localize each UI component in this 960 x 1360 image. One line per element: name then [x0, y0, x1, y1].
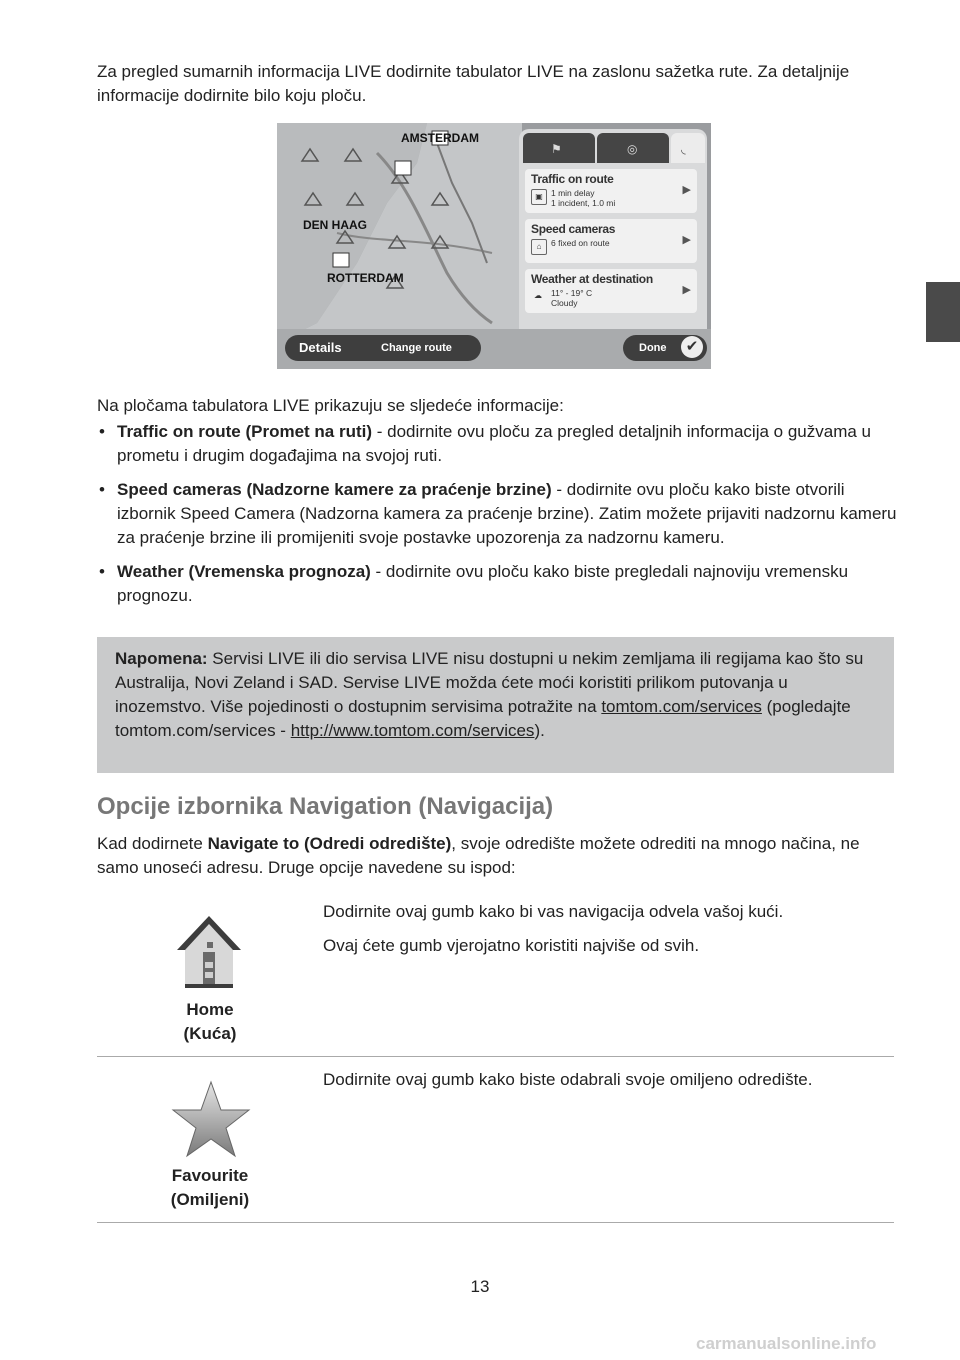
- done-button[interactable]: Done: [639, 342, 667, 354]
- services-url-link[interactable]: http://www.tomtom.com/services: [290, 721, 535, 740]
- tile-detail: 6 fixed on route: [551, 238, 610, 248]
- list-item: • Speed cameras (Nadzorne kamere za praćenje brzine) - dodirnite ovu ploču kako biste otvorili izbornik Speed Camera (Nadzorna kamera za praćenje brzine). Zatim možete prijaviti nadzornu kameru za praćenje brzine ili promijeniti svoje postavke upozorenja za nadzornu kameru.: [99, 480, 897, 547]
- tile-title: Speed cameras: [531, 222, 616, 236]
- arrow-right-icon: ▶: [682, 234, 691, 246]
- house-icon[interactable]: [175, 914, 243, 990]
- map-label-amsterdam: AMSTERDAM: [401, 131, 479, 145]
- page-number: 13: [470, 1277, 490, 1296]
- option-row-favourite: [97, 1056, 894, 1223]
- camera-icon: ⌂: [531, 239, 547, 255]
- live-summary-screenshot: [277, 123, 711, 369]
- tile-detail: 1 min delay 1 incident, 1.0 mi: [551, 188, 616, 208]
- change-route-button[interactable]: Change route: [381, 342, 452, 354]
- navigate-intro: Kad dodirnete Navigate to (Odredi odredište), svoje odredište možete odrediti na mnogo načina, ne samo unoseći adresu. Druge opcije navedene su ispod:: [97, 834, 860, 877]
- list-item: • Weather (Vremenska prognoza) - dodirnite ovu ploču kako biste pregledali najnoviju vremensku prognozu.: [99, 562, 849, 605]
- tab-live[interactable]: [671, 133, 705, 163]
- tile-title: Weather at destination: [531, 272, 653, 286]
- details-button[interactable]: Details: [299, 340, 342, 355]
- star-icon[interactable]: [171, 1080, 251, 1160]
- cloud-icon: ☁: [534, 291, 542, 300]
- section-heading: Opcije izbornika Navigation (Navigacija): [97, 793, 554, 820]
- favourite-description: Dodirnite ovaj gumb kako biste odabrali svoje omiljeno odredište.: [323, 1070, 813, 1089]
- tiles-lead: Na pločama tabulatora LIVE prikazuju se sljedeće informacije:: [97, 396, 564, 415]
- map-label-rotterdam: ROTTERDAM: [327, 271, 404, 285]
- live-signal-icon: ◟: [681, 142, 686, 156]
- map-label-den-haag: DEN HAAG: [303, 218, 368, 232]
- checkmark-icon: ✔: [681, 336, 703, 358]
- watermark: carmanualsonline.info: [696, 1334, 877, 1353]
- tile-title: Traffic on route: [531, 172, 614, 186]
- tile-detail: 11° - 19° C Cloudy: [551, 288, 593, 308]
- compass-icon: ◎: [627, 142, 638, 156]
- arrow-right-icon: ▶: [682, 284, 691, 296]
- services-link[interactable]: tomtom.com/services: [601, 697, 762, 716]
- tile-weather[interactable]: [525, 269, 697, 313]
- tab-route[interactable]: [523, 133, 595, 163]
- car-icon: ▣: [531, 189, 547, 205]
- note-text: Napomena: Servisi LIVE ili dio servisa LIVE nisu dostupni u nekim zemljama ili regijama kao što su Australija, Novi Zeland i SAD. Servise LIVE možda ćete moći koristiti prilikom putovanja u inozemstvo. Više pojedinosti o dostupnim servisima potražite na tomtom.com/services (pogledajte tomtom.com/services - http://www.tomtom.com/services).: [115, 649, 864, 740]
- panel-tabs: [519, 129, 707, 165]
- flag-icon: ⚑: [551, 142, 562, 156]
- list-item: • Traffic on route (Promet na ruti) - dodirnite ovu ploču za pregled detaljnih informacija o gužvama u prometu i drugim događajima na svojoj ruti.: [99, 422, 871, 465]
- tab-places[interactable]: [597, 133, 669, 163]
- home-description: Dodirnite ovaj gumb kako bi vas navigacija odvela vašoj kući.: [323, 902, 784, 921]
- tile-speed-cameras[interactable]: [525, 219, 697, 263]
- note-box: [97, 637, 894, 773]
- favourite-caption: Favourite (Omiljeni): [170, 1166, 250, 1209]
- chapter-tab-marker: [926, 282, 960, 342]
- intro-paragraph: Za pregled sumarnih informacija LIVE dodirnite tabulator LIVE na zaslonu sažetka rute. Za detaljnije informacije dodirnite bilo koju ploču.: [97, 62, 850, 105]
- live-panel: [519, 129, 707, 329]
- tile-traffic-on-route[interactable]: [525, 169, 697, 213]
- home-description-2: Ovaj ćete gumb vjerojatno koristiti najviše od svih.: [323, 936, 700, 955]
- option-row-home: [97, 888, 894, 1057]
- arrow-right-icon: ▶: [682, 184, 691, 196]
- tile-descriptions-list: [97, 420, 897, 618]
- home-caption: Home (Kuća): [183, 1000, 237, 1043]
